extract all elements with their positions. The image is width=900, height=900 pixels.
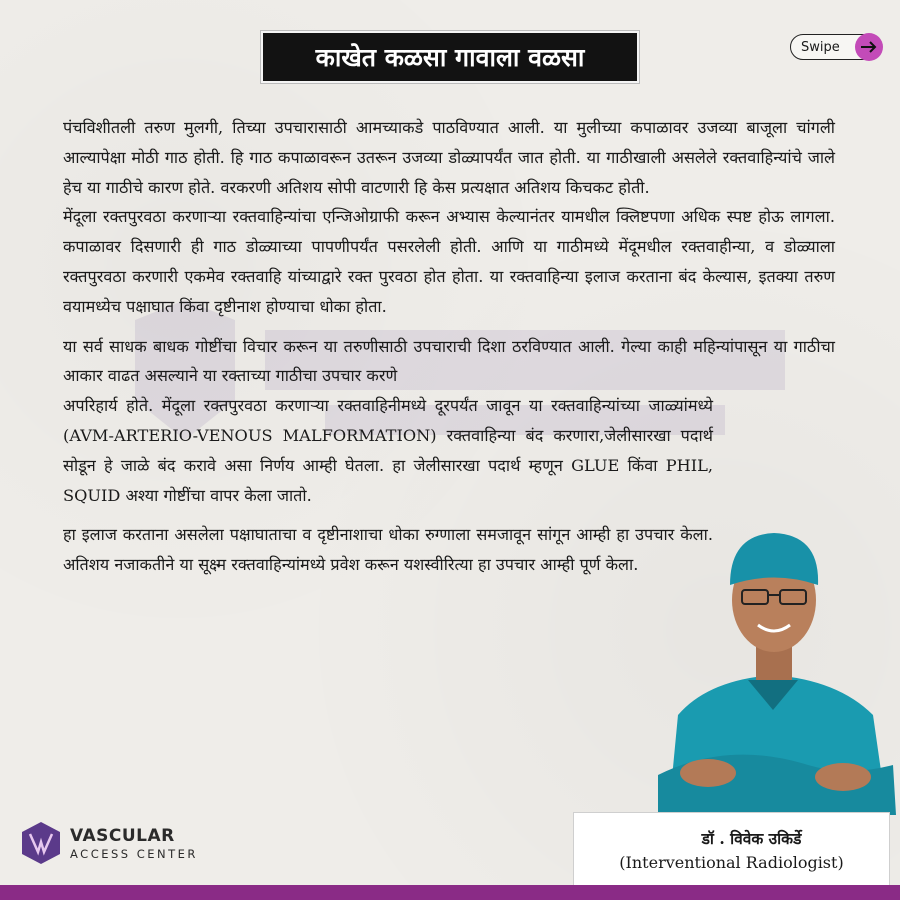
doctor-photo — [648, 515, 900, 820]
article-body — [63, 113, 835, 580]
paragraph-2: मेंदूला रक्तपुरवठा करणाऱ्या रक्तवाहिन्यांचा एन्जिओग्राफी करून अभ्यास केल्यानंतर यामधील क्लिष्टपणा अधिक स्पष्ट होऊ लागला. कपाळावर दिसणारी ही गाठ डोळ्याच्या पापणीपर्यंत पसरलेली होती. आणि या गाठीमध्ये मेंदूमधील रक्तवाहीन्या, व डोळ्याला रक्तपुरवठा करणारी एकमेव रक्तवाहि यांच्याद्वारे रक्त पुरवठा होत होता. या रक्तवाहिन्या इलाज करताना बंद केल्यास, इतक्या तरुण वयामध्येच पक्षाघात किंवा दृष्टीनाश होण्याचा धोका होता. — [63, 207, 835, 316]
logo-line-1: VASCULAR — [70, 825, 175, 846]
brand-logo — [20, 820, 198, 866]
arrow-right-icon — [855, 33, 883, 61]
doctor-role: (Interventional Radiologist) — [619, 852, 844, 872]
paragraph-4: अपरिहार्य होते. मेंदूला रक्तपुरवठा करणाऱ्या रक्तवाहिनीमध्ये दूरपर्यंत जावून या रक्तवाहिन्यांच्या जाळ्यांमध्ये (AVM-ARTERIO-VENOUS MALFORMATION) रक्तवाहिन्या बंद करणारा,जेलीसारखा पदार्थ सोडून हे जाळे बंद करावे असा निर्णय आम्ही घेतला. हा जेलीसारखा पदार्थ म्हणून GLUE किंवा PHIL, SQUID अश्या गोष्टींचा वापर केला जातो. — [63, 396, 713, 505]
paragraph-5: हा इलाज करताना असलेला पक्षाघाताचा व दृष्टीनाशाचा धोका रुग्णाला समजावून सांगून आम्ही हा उपचार केला. अतिशय नजाकतीने या सूक्ष्म रक्तवाहिन्यांमध्ये प्रवेश करून यशस्वीरित्या हा उपचार आम्ही पूर्ण केला. — [63, 525, 713, 575]
doctor-card — [573, 812, 890, 886]
swipe-label: Swipe — [801, 39, 840, 55]
paragraph-1: पंचविशीतली तरुण मुलगी, तिच्या उपचारासाठी आमच्याकडे पाठविण्यात आली. या मुलीच्या कपाळावर उजव्या बाजूला चांगली आल्यापेक्षा मोठी गाठ होती. हि गाठ कपाळावरून उतरून उजव्या डोळ्यापर्यंत जात होती. या गाठीखाली असलेले रक्तवाहिन्यांचे जाले हेच या गाठीचे कारण होते. वरकरणी अतिशय सोपी वाटणारी हि केस प्रत्यक्षात अतिशय किचकट होती. — [63, 118, 835, 197]
logo-line-2: ACCESS CENTER — [70, 846, 198, 861]
swipe-button[interactable] — [790, 34, 882, 60]
vascular-logo-icon — [20, 820, 62, 866]
bottom-accent-bar — [0, 885, 900, 900]
paragraph-3: या सर्व साधक बाधक गोष्टींचा विचार करून या तरुणीसाठी उपचाराची दिशा ठरविण्यात आली. गेल्या काही महिन्यांपासून या गाठीचा आकार वाढत असल्याने या रक्ताच्या गाठीचा उपचार करणे — [63, 336, 835, 386]
doctor-name: डॉ . विवेक उकिर्डे — [701, 828, 802, 848]
page-title: काखेत कळसा गावाला वळसा — [263, 33, 637, 81]
